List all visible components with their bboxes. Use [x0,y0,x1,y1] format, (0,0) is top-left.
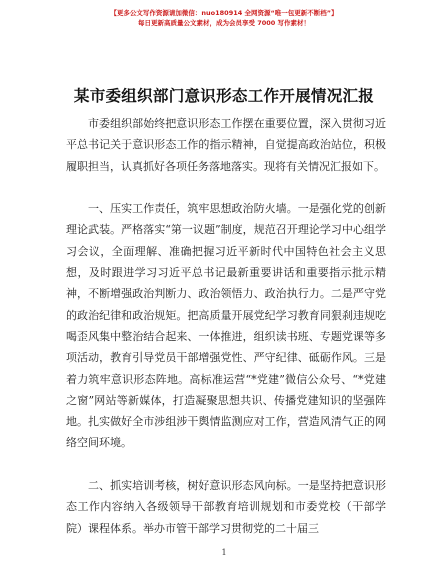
page-number: 1 [221,548,227,557]
paragraph-section-1: 一、压实工作责任，筑牢思想政治防火墙。一是强化党的创新理论武装。严格落实“第一议题”制度，规范召开理论学习中心组学习会议，全面理解、准确把握习近平新时代中国特色社会主义思想，及时跟进学习习近平总书记最新重要讲话和重要指示批示精神，不断增强政治判断力、政治领悟力、政治执行力。二是严守党的政治纪律和政治规矩。把高质量开展党纪学习教育同狠刹违规吃喝歪风集中整治结合起来、一体推进，组织读书班、专题党课等多项活动，教育引导党员干部增强党性、严守纪律、砥砺作风。三是着力筑牢意识形态阵地。高标准运营“*党建”微信公众号、“*党建之窗”网站等新媒体，打造凝聚思想共识、传播党建知识的坚强阵地。扎实做好全市涉组涉干舆情监测应对工作，营造风清气正的网络空间环境。 [66,202,386,450]
paragraph-section-2: 二、抓实培训考核，树好意识形态风向标。一是坚持把意识形态工作内容纳入各级领导干部教育培训规划和市委党校（干部学院）课程体系。举办市管干部学习贯彻党的二十届三 [66,479,386,535]
promo-banner-line-2: 每日更新高质量公文素材，成为会员享受 7000 写作素材！ [137,19,311,27]
document-title: 某市委组织部门意识形态工作开展情况汇报 [73,87,375,105]
promo-banner-line-1: 【更多公文写作资源请加微信：nuo180914 全网资源“唯一包更新不断档”】 [110,9,338,17]
promo-banner [0,8,448,28]
paragraph-intro: 市委组织部始终把意识形态工作摆在重要位置，深入贯彻习近平总书记关于意识形态工作的指示精神，自觉提高政治站位，积极履职担当，认真抓好各项任务落地落实。现将有关情况汇报如下。 [66,117,386,173]
document-body [66,113,386,539]
